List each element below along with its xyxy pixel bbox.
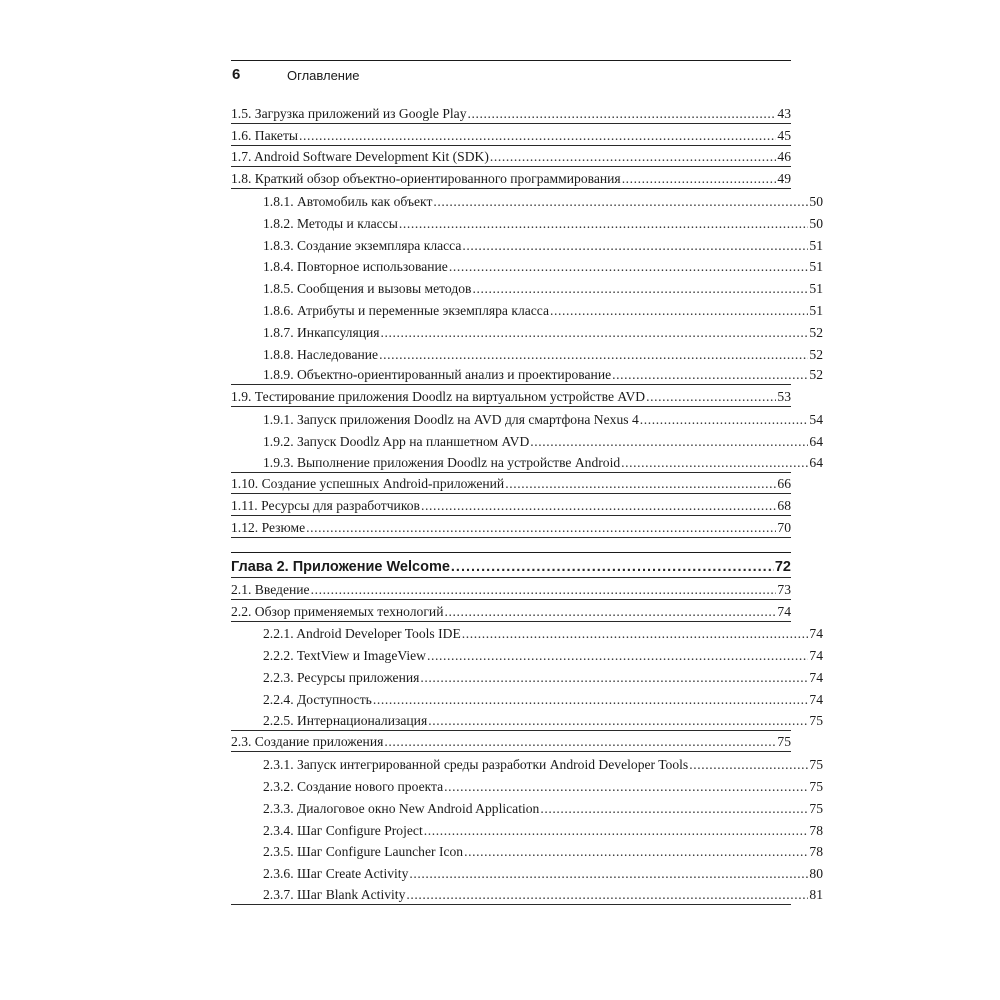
toc-entry-page: 74 [809,669,823,685]
toc-entry [231,167,791,189]
toc-entry-page: 51 [809,259,823,275]
toc-entry-page: 75 [809,757,823,773]
dot-leader [424,822,809,839]
toc-entry-page: 45 [777,127,791,143]
table-of-contents [231,102,823,905]
toc-entry [231,840,823,862]
toc-entry [231,643,823,665]
dot-leader [444,778,808,795]
toc-entry [231,665,823,687]
dot-leader [421,497,776,514]
dot-leader [490,148,777,165]
toc-entry-page: 75 [809,778,823,794]
dot-leader [406,886,808,903]
toc-entry [231,233,823,255]
dot-leader [472,280,808,297]
toc-entry-title: 1.8.3. Создание экземпляра класса [263,237,462,253]
dot-leader [462,237,808,254]
toc-entry-page: 81 [809,886,823,902]
toc-entry-page: 80 [809,866,823,882]
dot-leader [399,215,809,232]
dot-leader [689,756,808,773]
page-number: 6 [232,66,241,83]
toc-entry [231,124,791,146]
toc-entry-page: 51 [809,302,823,318]
dot-leader [428,712,808,729]
toc-entry-page: 75 [809,712,823,728]
toc-entry-title: 2.2.4. Доступность [263,691,372,707]
toc-entry-page: 51 [809,281,823,297]
toc-entry-title: Глава 2. Приложение Welcome [231,558,450,575]
dot-leader [464,843,808,860]
toc-entry-title: 1.8.9. Объектно-ориентированный анализ и проектирование [263,367,612,383]
toc-entry-title: 1.8.4. Повторное использование [263,259,448,275]
toc-entry-title: 1.9.3. Выполнение приложения Doodlz на устройстве Android [263,454,621,470]
toc-entry [231,709,823,731]
toc-entry-page: 46 [777,149,791,165]
toc-entry-page: 78 [809,844,823,860]
toc-entry [231,407,823,429]
toc-entry-title: 2.3.3. Диалоговое окно New Android Application [263,800,540,816]
toc-entry-title: 1.8.2. Методы и классы [263,215,398,231]
toc-entry-title: 1.11. Ресурсы для разработчиков [231,498,420,514]
toc-entry-page: 50 [809,193,823,209]
toc-entry-page: 72 [774,558,791,575]
dot-leader [299,127,776,144]
dot-leader [384,733,776,750]
toc-entry [231,189,823,211]
toc-entry-title: 2.2.2. TextView и ImageView [263,648,426,664]
dot-leader [449,258,809,275]
toc-entry-title: 2.3.4. Шаг Configure Project [263,822,423,838]
toc-entry [231,364,823,386]
page-header [231,60,791,87]
toc-entry [231,298,823,320]
running-title: Оглавление [287,68,360,83]
dot-leader [373,691,809,708]
toc-entry-title: 1.7. Android Software Development Kit (SDK) [231,149,489,165]
toc-entry [231,796,823,818]
dot-leader [622,170,777,187]
dot-leader [379,346,808,363]
toc-entry-title: 2.2.1. Android Developer Tools IDE [263,626,461,642]
toc-entry-title: 2.2.5. Интернационализация [263,712,428,728]
dot-leader [433,193,808,210]
toc-entry-page: 68 [777,498,791,514]
toc-entry [231,731,791,753]
toc-entry [231,578,791,600]
toc-entry-page: 50 [809,215,823,231]
toc-entry-title: 2.3.5. Шаг Configure Launcher Icon [263,844,464,860]
toc-entry-page: 53 [777,389,791,405]
dot-leader [427,647,808,664]
toc-entry-title: 1.8. Краткий обзор объектно-ориентированного программирования [231,171,621,187]
toc-entry [231,752,823,774]
toc-entry-title: 1.9. Тестирование приложения Doodlz на виртуальном устройстве AVD [231,389,646,405]
toc-entry [231,102,791,124]
toc-entry [231,516,791,538]
toc-entry-title: 2.3.7. Шаг Blank Activity [263,886,406,902]
toc-entry [231,622,823,644]
toc-entry-title: 1.5. Загрузка приложений из Google Play [231,105,467,121]
toc-entry [231,255,823,277]
toc-entry-page: 75 [809,800,823,816]
dot-leader [420,669,808,686]
toc-entry [231,552,791,578]
dot-leader [530,433,808,450]
toc-entry-title: 1.9.2. Запуск Doodlz App на планшетном AVD [263,433,530,449]
toc-entry-title: 1.10. Создание успешных Android-приложений [231,476,505,492]
toc-entry [231,883,823,905]
toc-entry-page: 78 [809,822,823,838]
toc-entry-title: 2.3.6. Шаг Create Activity [263,866,409,882]
toc-entry-title: 2.1. Введение [231,581,310,597]
toc-entry [231,774,823,796]
dot-leader [550,302,808,319]
toc-entry-title: 1.8.7. Инкапсуляция [263,324,380,340]
toc-entry-page: 51 [809,237,823,253]
toc-entry [231,818,823,840]
dot-leader [311,581,777,598]
toc-entry-title: 2.3.1. Запуск интегрированной среды разработки Android Developer Tools [263,757,689,773]
toc-entry [231,861,823,883]
dot-leader [468,105,777,122]
toc-entry-title: 1.8.8. Наследование [263,346,379,362]
toc-entry-page: 64 [809,454,823,470]
toc-entry [231,320,823,342]
toc-entry-title: 2.3.2. Создание нового проекта [263,778,444,794]
toc-entry [231,451,823,473]
toc-entry-page: 74 [809,626,823,642]
toc-entry-page: 74 [809,691,823,707]
toc-entry [231,473,791,495]
toc-entry-title: 2.2.3. Ресурсы приложения [263,669,420,685]
dot-leader [451,559,774,576]
toc-entry-title: 1.12. Резюме [231,519,306,535]
dot-leader [612,366,808,383]
dot-leader [505,475,776,492]
dot-leader [381,324,809,341]
dot-leader [540,800,808,817]
toc-entry-page: 64 [809,433,823,449]
toc-entry [231,429,823,451]
dot-leader [621,454,808,471]
toc-entry-page: 75 [777,734,791,750]
toc-entry-title: 1.8.6. Атрибуты и переменные экземпляра класса [263,302,550,318]
toc-entry-page: 52 [809,346,823,362]
toc-entry [231,687,823,709]
dot-leader [646,388,776,405]
dot-leader [444,603,776,620]
toc-entry [231,385,791,407]
dot-leader [462,625,809,642]
toc-entry-title: 2.2. Обзор применяемых технологий [231,603,444,619]
toc-entry-page: 74 [777,603,791,619]
toc-entry-title: 1.9.1. Запуск приложения Doodlz на AVD для смартфона Nexus 4 [263,411,639,427]
dot-leader [409,865,808,882]
toc-entry [231,600,791,622]
dot-leader [306,519,776,536]
toc-entry-page: 43 [777,105,791,121]
toc-entry-page: 52 [809,324,823,340]
toc-entry-page: 52 [809,367,823,383]
toc-entry [231,276,823,298]
toc-entry [231,494,791,516]
toc-entry-page: 66 [777,476,791,492]
dot-leader [640,411,809,428]
toc-entry-page: 73 [777,581,791,597]
toc-entry-title: 1.6. Пакеты [231,127,299,143]
toc-entry-title: 1.8.1. Автомобиль как объект [263,193,433,209]
toc-entry-title: 1.8.5. Сообщения и вызовы методов [263,281,472,297]
toc-entry-page: 54 [809,411,823,427]
toc-entry-title: 2.3. Создание приложения [231,734,384,750]
toc-entry-page: 74 [809,648,823,664]
toc-entry [231,146,791,168]
toc-entry-page: 49 [777,171,791,187]
toc-entry [231,211,823,233]
toc-entry-page: 70 [777,519,791,535]
toc-entry [231,342,823,364]
